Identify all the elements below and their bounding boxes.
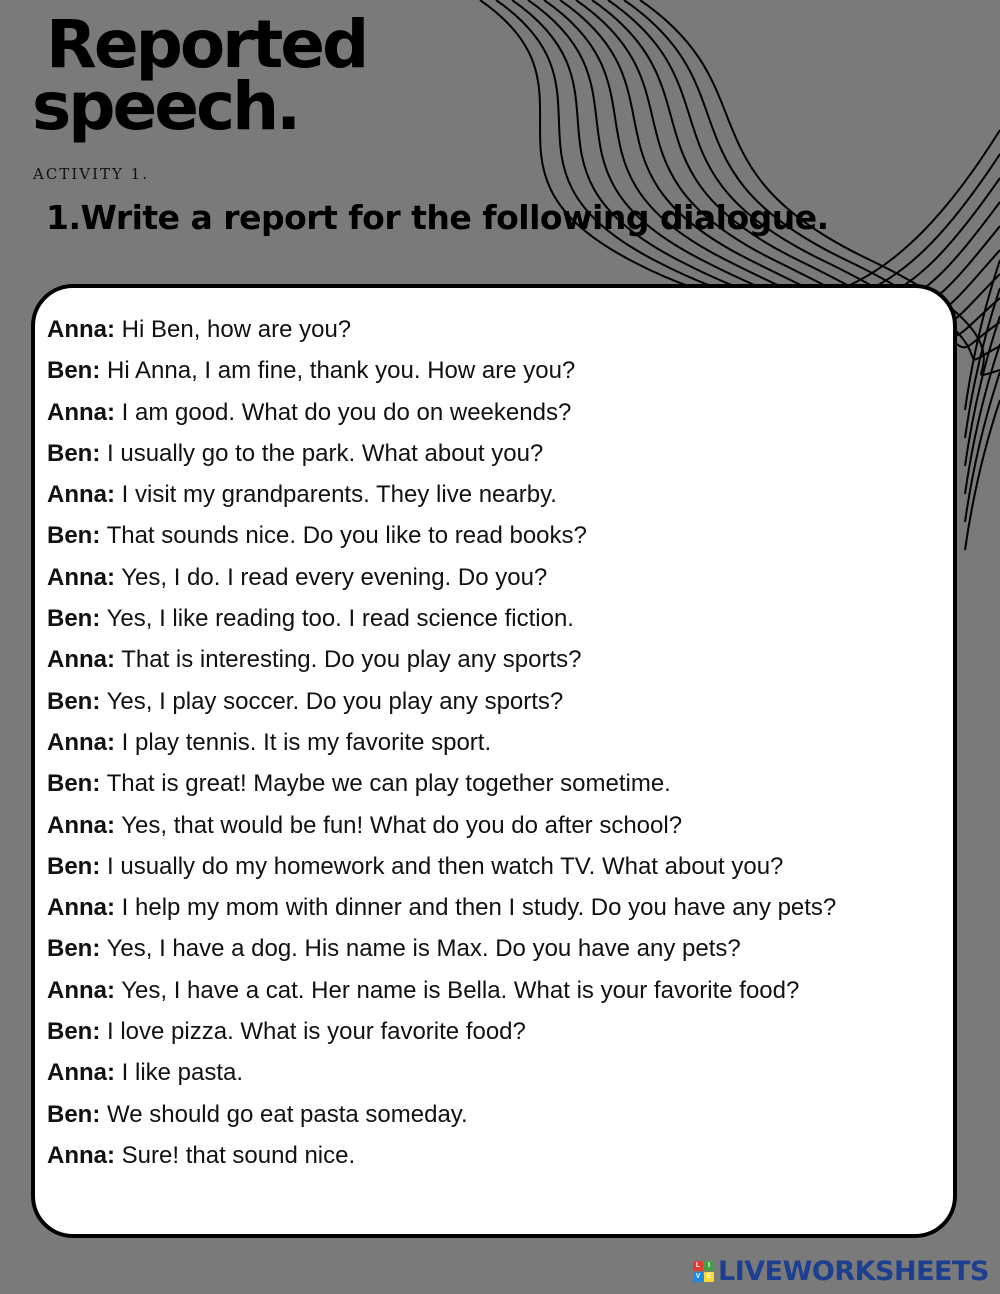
wave-line — [965, 372, 1000, 522]
dialogue-text: I usually go to the park. What about you? — [100, 439, 544, 467]
dialogue-text: That is great! Maybe we can play together sometime. — [100, 770, 671, 798]
speaker-name: Anna: — [47, 1059, 115, 1087]
speaker-name: Anna: — [47, 481, 115, 509]
dialogue-line — [47, 887, 836, 928]
speaker-name: Anna: — [47, 811, 115, 839]
icon-cell: L — [693, 1261, 703, 1271]
speaker-name: Ben: — [47, 357, 101, 385]
speaker-name: Ben: — [47, 522, 101, 550]
dialogue-text: Hi Anna, I am fine, thank you. How are you? — [100, 357, 576, 385]
dialogue-text: We should go eat pasta someday. — [100, 1100, 468, 1128]
dialogue-line — [47, 474, 836, 515]
speaker-name: Ben: — [47, 1018, 101, 1046]
speaker-name: Anna: — [47, 398, 115, 426]
dialogue-text: I visit my grandparents. They live nearby. — [115, 481, 557, 509]
dialogue-text: Yes, that would be fun! What do you do after school? — [115, 811, 683, 839]
dialogue-text: That sounds nice. Do you like to read books? — [100, 522, 587, 550]
dialogue-text: I love pizza. What is your favorite food? — [100, 1018, 526, 1046]
dialogue-line — [47, 1052, 836, 1093]
icon-cell: V — [693, 1272, 703, 1282]
dialogue-text: I help my mom with dinner and then I study. Do you have any pets? — [115, 894, 837, 922]
dialogue-text: Hi Ben, how are you? — [115, 316, 352, 343]
dialogue-list — [47, 309, 836, 1176]
dialogue-text: I usually do my homework and then watch TV. What about you? — [100, 852, 784, 880]
dialogue-line — [47, 805, 836, 846]
title-line-2: speech. — [32, 68, 299, 145]
dialogue-text: I am good. What do you do on weekends? — [115, 398, 572, 426]
instruction-heading: 1.Write a report for the following dialogue. — [46, 198, 829, 237]
dialogue-text: I like pasta. — [115, 1059, 244, 1087]
speaker-name: Anna: — [47, 316, 115, 343]
dialogue-line — [47, 846, 836, 887]
dialogue-line — [47, 515, 836, 556]
liveworksheets-logo — [693, 1256, 989, 1287]
dialogue-line — [47, 639, 836, 680]
dialogue-text: Sure! that sound nice. — [115, 1141, 356, 1169]
dialogue-line — [47, 350, 836, 391]
wave-line — [576, 0, 1000, 329]
dialogue-line — [47, 392, 836, 433]
speaker-name: Ben: — [47, 605, 101, 633]
speaker-name: Ben: — [47, 1100, 101, 1128]
speaker-name: Ben: — [47, 439, 101, 467]
wave-line — [965, 400, 1000, 550]
dialogue-text: That is interesting. Do you play any sports? — [115, 646, 582, 674]
dialogue-line — [47, 1094, 836, 1135]
speaker-name: Ben: — [47, 687, 101, 715]
dialogue-text: Yes, I have a dog. His name is Max. Do you have any pets? — [100, 935, 741, 963]
icon-cell: E — [704, 1272, 714, 1282]
dialogue-line — [47, 722, 836, 763]
speaker-name: Ben: — [47, 770, 101, 798]
speaker-name: Anna: — [47, 1141, 115, 1169]
speaker-name: Anna: — [47, 563, 115, 591]
dialogue-text: Yes, I have a cat. Her name is Bella. What is your favorite food? — [115, 976, 800, 1004]
title-line-1: Reported — [46, 6, 367, 83]
dialogue-line — [47, 1011, 836, 1052]
dialogue-text: Yes, I do. I read every evening. Do you? — [115, 563, 548, 591]
wave-line — [544, 0, 1000, 317]
dialogue-line — [47, 928, 836, 969]
brand-name: LIVEWORKSHEETS — [718, 1256, 989, 1287]
activity-label: ACTIVITY 1. — [33, 165, 149, 183]
dialogue-text: Yes, I like reading too. I read science fiction. — [100, 605, 574, 633]
icon-cell: I — [704, 1261, 714, 1271]
dialogue-line — [47, 598, 836, 639]
dialogue-text: Yes, I play soccer. Do you play any sports? — [100, 687, 564, 715]
dialogue-line — [47, 681, 836, 722]
speaker-name: Ben: — [47, 852, 101, 880]
liveworksheets-icon — [693, 1261, 714, 1282]
dialogue-line — [47, 1135, 836, 1176]
speaker-name: Ben: — [47, 935, 101, 963]
dialogue-text: I play tennis. It is my favorite sport. — [115, 728, 492, 756]
dialogue-line — [47, 309, 836, 350]
page-title — [32, 6, 452, 145]
speaker-name: Anna: — [47, 894, 115, 922]
dialogue-line — [47, 970, 836, 1011]
speaker-name: Anna: — [47, 728, 115, 756]
dialogue-line — [47, 557, 836, 598]
dialogue-line — [47, 433, 836, 474]
speaker-name: Anna: — [47, 976, 115, 1004]
speaker-name: Anna: — [47, 646, 115, 674]
dialogue-line — [47, 763, 836, 804]
